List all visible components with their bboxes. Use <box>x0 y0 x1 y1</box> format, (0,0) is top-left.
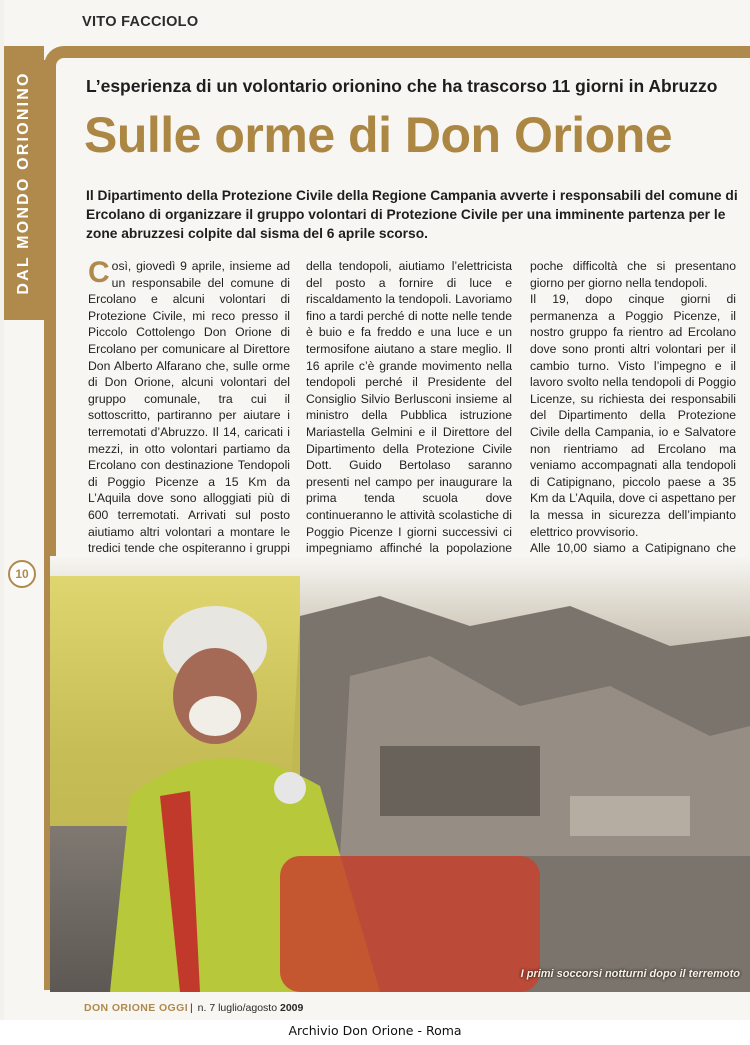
red-case <box>280 856 540 992</box>
magazine-name: DON ORIONE OGGI <box>84 1002 189 1014</box>
archive-label: Archivio Don Orione - Roma <box>0 1020 750 1045</box>
author-name: VITO FACCIOLO <box>82 14 199 30</box>
column-1-text: osì, giovedì 9 aprile, insieme ad un responsabile del comune di Ercolano e alcuni volontari di Protezione Civile, mi reco presso il Piccolo Cottolengo Don Orione di Ercolano per comunicare al Direttore Don Alberto Alfarano che, sulle orme di Don Orione, alcuni volontari del gruppo comunale, tra cui il sottoscritto, partiranno per aiutare i terremotati d’Abruzzo. Il 14, caricati i mezzi, in otto volontari partiamo da Ercolano con destinazione Tendopoli di Poggio Picenze a 15 Km da L’Aquila dove sono alloggiati più di 600 terremotati. Arrivati sul posto aiutiamo altri volontari a montare le tredici tende che ospiteranno i gruppi <box>88 259 290 556</box>
broken-beam <box>570 796 690 836</box>
page-footer <box>84 1002 303 1014</box>
column-3-paragraph-2: Il 19, dopo cinque giorni di permanenza a Poggio Picenze, il nostro gruppo fa rientro ad Ercolano dove sono pronti altri volontari per il cambio turno. Visto l’impegno e il lavoro svolto nella tendopoli di Poggio Licenze, su richiesta dei responsabili del Dipartimento della Protezione Civile della Campania, io e Salvatore non rientriamo ad Ercolano ma veniamo accompagnati alla tendopoli di Catipignano, piccolo paese a 35 Km da L’Aquila, dove ci aspettano per la messa in sicurezza dell’impianto elettrico provvisorio. <box>530 292 736 539</box>
page-frame-top <box>44 46 750 66</box>
rescue-photo <box>50 556 750 992</box>
issue-year: 2009 <box>280 1002 304 1014</box>
text-column-2 <box>306 258 512 573</box>
photo-illustration <box>50 556 750 992</box>
jacket-badge <box>274 772 306 804</box>
issue-info: n. 7 luglio/agosto <box>197 1002 278 1014</box>
page-number: 10 <box>8 560 36 588</box>
drop-cap: C <box>88 256 110 289</box>
column-3-paragraph-1: poche difficoltà che si presentano giorno per giorno nella tendopoli. <box>530 259 736 290</box>
photo-caption: I primi soccorsi notturni dopo il terremoto <box>520 968 740 980</box>
article-kicker: L’esperienza di un volontario orionino che ha trascorso 11 giorni in Abruzzo <box>86 76 718 96</box>
broken-slab <box>380 746 540 816</box>
section-label: DAL MONDO ORIONINO <box>15 71 32 295</box>
article-title: Sulle orme di Don Orione <box>84 107 673 163</box>
text-column-3 <box>530 258 736 606</box>
text-column-1 <box>88 258 290 606</box>
column-2-text: della tendopoli, aiutiamo l’elettricista del posto a fornire di luce e riscaldamento la tendopoli. Lavoriamo fino a tardi perché di notte nelle tende è buio e fa freddo e una luce e un termosifone aiutano a stare meglio. Il 16 aprile c’è grande movimento nella tendopoli perché il Presidente del Consiglio Silvio Berlusconi insieme al ministro della Pubblica istruzione Mariastella Gelmini e il Direttore del Dipartimento della Protezione Civile Dott. Guido Bertolaso saranno presenti nel campo per inaugurare la prima tenda scuola dove continueranno le attività scolastiche di Poggio Picenze I giorni successivi ci impegniamo affinché la popolazione <box>306 259 512 556</box>
column-3-paragraph-3: Alle 10,00 siamo a Catipignano che <box>530 541 736 556</box>
article-lead: Il Dipartimento della Protezione Civile della Regione Campania avverte i responsabili del comune di Ercolano di organizzare il gruppo volontari di Protezione Civile per una imminente partenza per le zone abruzzesi colpite dal sisma del 6 aprile scorso. <box>86 188 738 241</box>
footer-separator: | <box>190 1002 193 1014</box>
dust-mask <box>189 696 241 736</box>
section-band <box>4 46 44 320</box>
